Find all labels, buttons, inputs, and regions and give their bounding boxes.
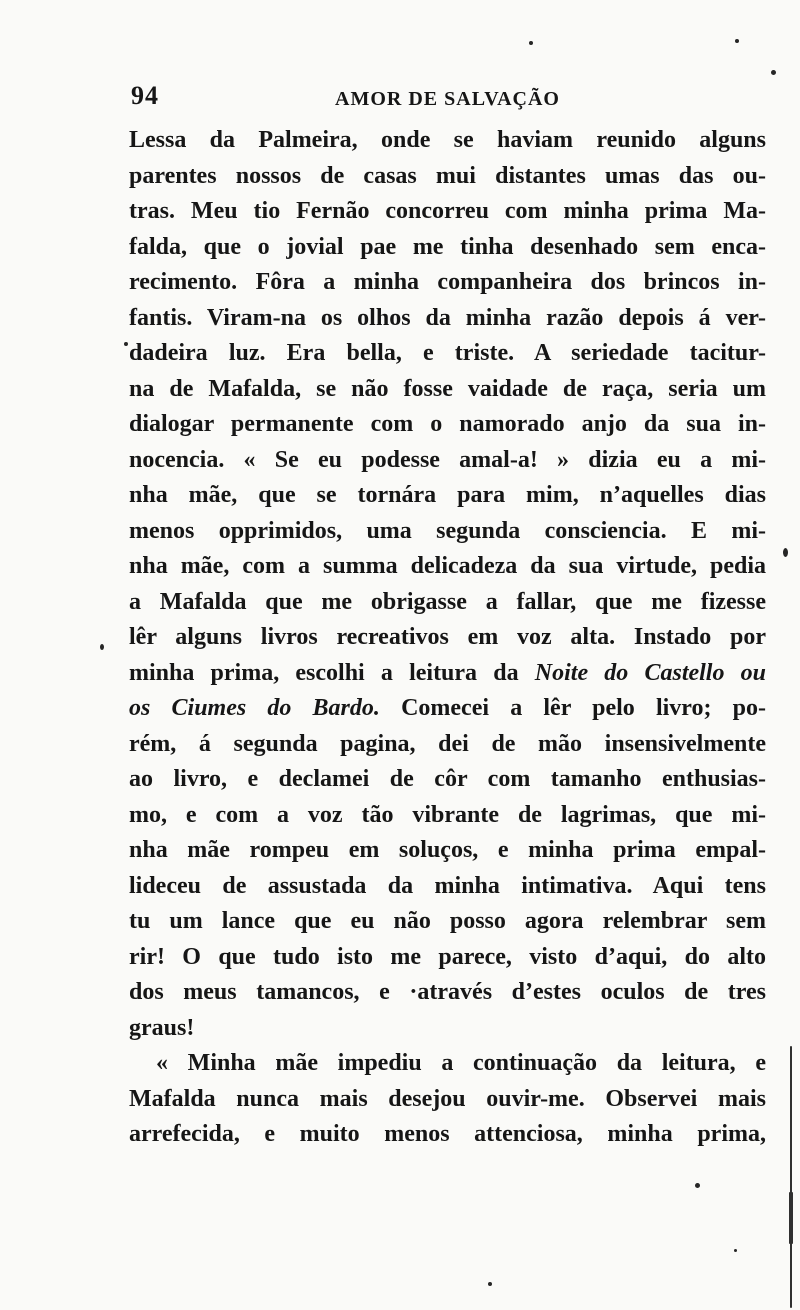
text-segment: nha mãe, com a summa delicadeza da sua virtude, pedia — [129, 553, 766, 579]
text-line — [129, 1046, 766, 1082]
text-segment: dadeira luz. Era bella, e triste. A seriedade tacitur- — [129, 340, 766, 366]
text-line — [129, 1011, 766, 1047]
scan-speck — [488, 1282, 492, 1286]
text-segment: ao livro, e declamei de côr com tamanho enthusias- — [129, 766, 766, 792]
text-segment: parentes nossos de casas mui distantes umas das ou- — [129, 162, 766, 189]
text-segment: falda, que o jovial pae me tinha desenhado sem enca- — [129, 233, 766, 260]
text-line — [129, 265, 766, 301]
scan-speck — [124, 342, 128, 346]
text-segment: mo, e com a voz tão vibrante de lagrimas, que mi- — [129, 801, 766, 828]
text-line — [129, 940, 766, 976]
text-segment: Lessa da Palmeira, onde se haviam reunido alguns — [129, 127, 766, 153]
text-line — [129, 159, 766, 195]
text-line — [129, 1082, 766, 1118]
text-line — [129, 123, 766, 159]
scan-speck — [695, 1183, 700, 1188]
scan-speck — [734, 1249, 737, 1252]
text-segment: Mafalda nunca mais desejou ouvir-me. Observei mais — [129, 1085, 766, 1112]
text-segment: minha prima, escolhi a leitura da — [129, 659, 535, 686]
text-line — [129, 904, 766, 940]
text-segment: recimento. Fôra a minha companheira dos brincos in- — [129, 269, 766, 295]
text-segment: « Minha mãe impediu a continuação da leitura, e — [156, 1050, 766, 1076]
text-segment: fantis. Viram-na os olhos da minha razão depois á ver- — [129, 304, 766, 331]
text-line — [129, 620, 766, 656]
text-segment: lideceu de assustada da minha intimativa. Aqui tens — [129, 872, 766, 899]
text-segment: a Mafalda que me obrigasse a fallar, que me fizesse — [129, 588, 766, 615]
text-segment: tras. Meu tio Fernão concorreu com minha prima Ma- — [129, 198, 766, 224]
text-line — [129, 656, 766, 692]
text-line — [129, 727, 766, 763]
scan-speck — [735, 39, 739, 43]
scan-line-artifact — [790, 1046, 792, 1308]
text-segment: na de Mafalda, se não fosse vaidade de raça, seria um — [129, 375, 766, 402]
running-title: AMOR DE SALVAÇÃO — [335, 88, 560, 110]
text-line — [129, 514, 766, 550]
text-line — [129, 691, 766, 727]
text-block — [129, 123, 766, 1153]
text-line — [129, 230, 766, 266]
page-number: 94 — [131, 81, 159, 110]
text-line — [129, 762, 766, 798]
text-segment: Comecei a lêr pelo livro; po- — [379, 695, 767, 721]
scan-speck — [529, 41, 533, 45]
text-segment: nha mãe, que se tornára para mim, n’aquelles dias — [129, 482, 766, 508]
text-line — [129, 301, 766, 337]
text-line — [129, 336, 766, 372]
text-line — [129, 833, 766, 869]
scan-line-artifact — [789, 1192, 793, 1244]
scan-speck — [100, 644, 104, 650]
text-line — [129, 443, 766, 479]
book-title-italic: Noite do Castello ou — [534, 659, 767, 686]
scan-speck — [783, 548, 788, 557]
text-segment: dialogar permanente com o namorado anjo da sua in- — [129, 411, 766, 437]
text-segment: graus! — [129, 1014, 195, 1041]
text-segment: lêr alguns livros recreativos em voz alta. Instado por — [129, 624, 766, 650]
text-line — [129, 585, 766, 621]
text-segment: rém, á segunda pagina, dei de mão insensivelmente — [129, 730, 766, 757]
text-line — [129, 372, 766, 408]
text-segment: nha mãe rompeu em soluços, e minha prima empal- — [129, 837, 766, 863]
text-segment: tu um lance que eu não posso agora relembrar sem — [129, 908, 766, 934]
text-line — [129, 975, 766, 1011]
text-segment: arrefecida, e muito menos attenciosa, minha prima, — [129, 1121, 766, 1147]
scan-speck — [771, 70, 776, 75]
text-line — [129, 549, 766, 585]
text-segment: menos opprimidos, uma segunda consciencia. E mi- — [129, 517, 766, 544]
text-line — [129, 478, 766, 514]
text-segment: dos meus tamancos, e ·através d’estes oculos de tres — [129, 979, 766, 1005]
text-line — [129, 1117, 766, 1153]
text-segment: nocencia. « Se eu podesse amal-a! » dizia eu a mi- — [129, 446, 766, 473]
text-line — [129, 407, 766, 443]
text-line — [129, 869, 766, 905]
text-segment: rir! O que tudo isto me parece, visto d’aqui, do alto — [129, 943, 766, 970]
text-line — [129, 194, 766, 230]
text-line — [129, 798, 766, 834]
book-title-italic: os Ciumes do Bardo. — [129, 695, 380, 721]
